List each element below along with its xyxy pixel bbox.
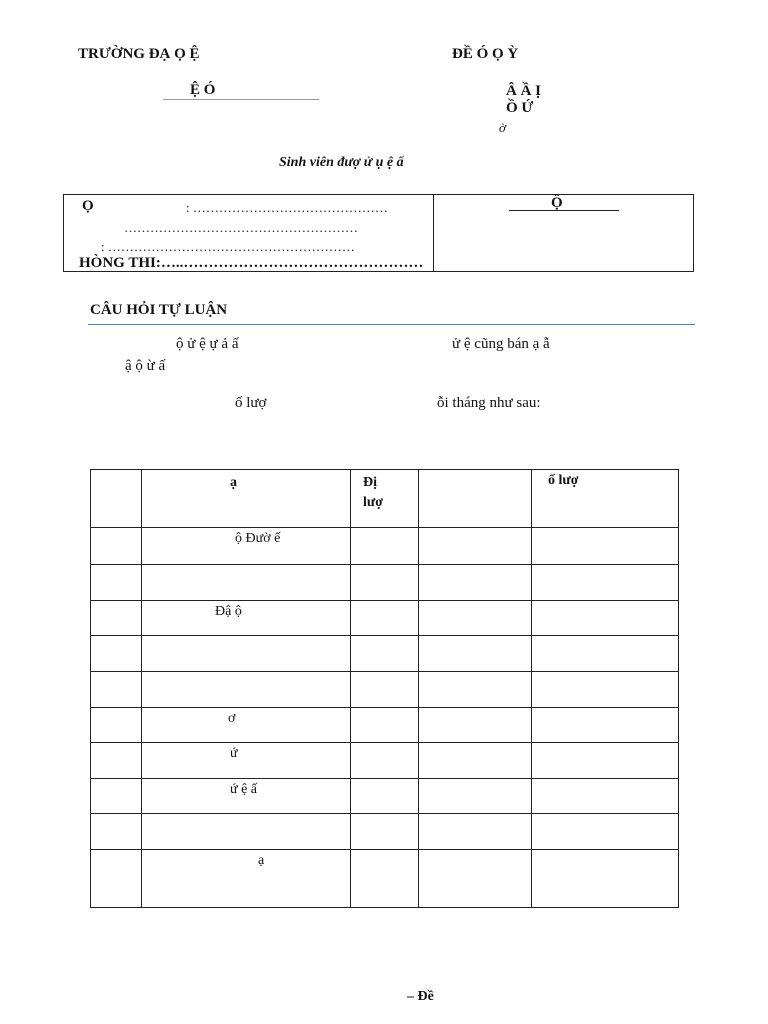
subunit-underline	[163, 99, 319, 100]
table-row	[91, 743, 679, 779]
header-cell-index	[91, 470, 142, 528]
row-item-label: ơ	[228, 711, 236, 726]
exam-time: ờ	[499, 120, 506, 135]
info-box-divider	[433, 195, 434, 271]
exam-subtitle-line2: Ồ Ứ	[506, 100, 534, 116]
score-header-underline	[509, 210, 619, 211]
header-cell-blank	[419, 470, 532, 528]
row-item-label: ộ Đườ ế	[235, 531, 281, 546]
table-row	[91, 528, 679, 565]
info-dots-line3: : …………………………………………………	[101, 239, 355, 254]
row-item-label: ứ ệ ấ	[230, 782, 258, 797]
question-text-1a: ộ ử ệ ự ả ấ	[176, 336, 239, 352]
table-row	[91, 779, 679, 814]
info-label-name: Ọ	[82, 198, 94, 214]
question-text-3a: ố lượ	[235, 395, 267, 411]
school-name: TRƯỜNG ĐẠ Ọ Ệ	[78, 46, 200, 62]
table-row	[91, 708, 679, 743]
table-row	[91, 814, 679, 850]
table-row	[91, 672, 679, 708]
question-text-2: ậ ộ ừ ấ	[125, 358, 166, 374]
header-cell-quantity: ố lượ	[532, 470, 679, 528]
page-footer: – Đề	[407, 989, 434, 1004]
table-row	[91, 850, 679, 908]
header-cell-item: ạ	[142, 470, 351, 528]
table-row	[91, 636, 679, 672]
score-header: Ộ	[551, 195, 563, 211]
question-text-3b: ỗi tháng như sau:	[437, 395, 541, 411]
exam-note: Sinh viên đượ ử ụ ệ ấ	[279, 155, 404, 170]
data-table	[90, 469, 679, 908]
row-item-label: Đậ ộ	[215, 604, 242, 619]
section-title-rule	[88, 324, 695, 325]
table-row	[91, 565, 679, 601]
subunit-name: Ệ Ó	[190, 82, 216, 98]
table-row	[91, 601, 679, 636]
exam-title: ĐỀ Ó Ọ Ỳ	[452, 46, 519, 62]
table-header-row	[91, 470, 679, 528]
row-item-label: ạ	[202, 853, 265, 868]
row-item-label: ứ	[230, 746, 238, 761]
info-dots-name: : ………………………………………	[186, 200, 388, 215]
student-info-box	[63, 194, 694, 272]
question-text-1b: ử ệ cũng bán ạ ẫ	[452, 336, 550, 352]
info-dots-line2: ………………………………………………	[124, 220, 358, 235]
section-title: CÂU HỎI TỰ LUẬN	[90, 302, 228, 318]
header-cell-unit: Đị lượ	[351, 470, 419, 528]
exam-subtitle-line1: Â Ầ Ị	[506, 83, 542, 99]
exam-room-label: HÒNG THI:…..…………………………………………	[79, 255, 424, 271]
